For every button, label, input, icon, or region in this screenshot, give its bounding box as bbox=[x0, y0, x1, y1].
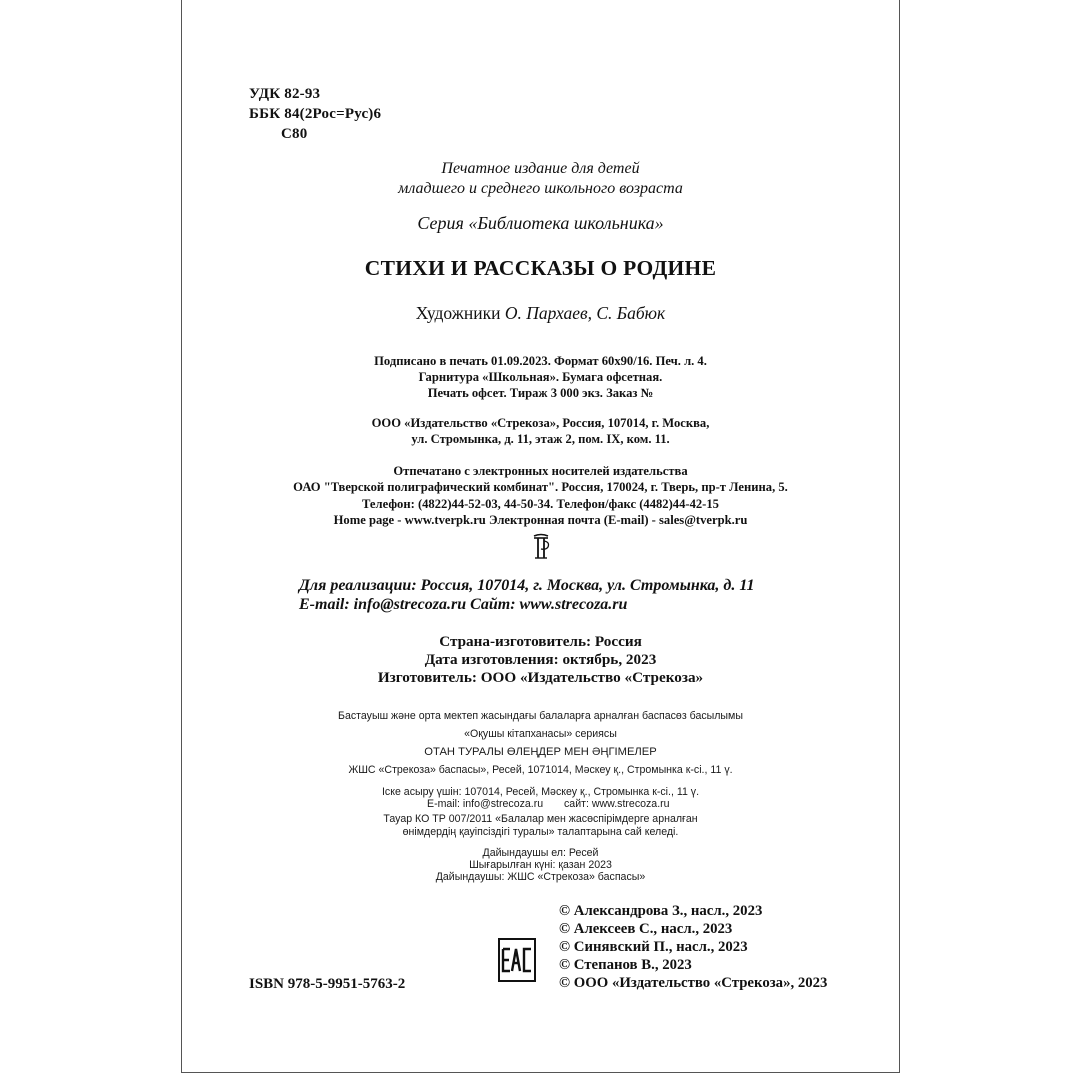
author-mark: С80 bbox=[281, 126, 308, 142]
publisher-line-1: ООО «Издательство «Стрекоза», Россия, 107014, г. Москва, bbox=[371, 416, 710, 430]
udk-code: УДК 82-93 bbox=[249, 86, 321, 102]
kazakh-line-4: ЖШС «Стрекоза» баспасы», Ресей, 1071014, Мәскеу қ., Стромынка к-сі., 11 ү. bbox=[348, 764, 733, 776]
copyright-line-3: © Синявский П., насл., 2023 bbox=[559, 939, 748, 955]
distribution-address: Для реализации: Россия, 107014, г. Москва, ул. Стромынка, д. 11 bbox=[299, 577, 755, 594]
printer-line-3: Телефон: (4822)44-52-03, 44-50-34. Телефон/факс (4482)44-42-15 bbox=[362, 497, 719, 511]
manufacture-country: Страна-изготовитель: Россия bbox=[439, 633, 642, 650]
book-imprint-page bbox=[181, 0, 900, 1073]
isbn: ISBN 978-5-9951-5763-2 bbox=[249, 976, 406, 992]
kazakh-email: E-mail: info@strecoza.ru bbox=[427, 798, 544, 810]
kazakh-line-9: Дайындаушы ел: Ресей bbox=[482, 847, 599, 859]
eac-mark-icon bbox=[498, 938, 536, 982]
copyright-line-5: © ООО «Издательство «Стрекоза», 2023 bbox=[559, 975, 828, 991]
manufacture-date: Дата изготовления: октябрь, 2023 bbox=[424, 651, 657, 668]
kazakh-line-3: ОТАН ТУРАЛЫ ӨЛЕҢДЕР МЕН ӘҢГІМЕЛЕР bbox=[424, 746, 657, 758]
illustrators bbox=[182, 303, 899, 324]
copyright-line-4: © Степанов В., 2023 bbox=[559, 957, 692, 973]
subtitle-line-1: Печатное издание для детей bbox=[441, 160, 640, 177]
book-title: СТИХИ И РАССКАЗЫ О РОДИНЕ bbox=[364, 256, 717, 280]
series-name: Серия «Библиотека школьника» bbox=[417, 213, 664, 233]
tverpk-monogram-icon bbox=[531, 532, 551, 562]
copyright-line-1: © Александрова З., насл., 2023 bbox=[559, 903, 763, 919]
subtitle-line-2: младшего и среднего школьного возраста bbox=[398, 180, 683, 197]
illustrators-names: О. Пархаев, С. Бабюк bbox=[504, 303, 666, 323]
printer-line-2: ОАО "Тверской полиграфический комбинат". Россия, 170024, г. Тверь, пр-т Ленина, 5. bbox=[293, 480, 788, 494]
kazakh-line-7: Тауар КО ТР 007/2011 «Балалар мен жасөспірімдерге арналған bbox=[383, 813, 698, 825]
bbk-code: ББК 84(2Рос=Рус)6 bbox=[249, 106, 382, 122]
print-info-line-1: Подписано в печать 01.09.2023. Формат 60х90/16. Печ. л. 4. bbox=[374, 354, 707, 368]
kazakh-site: сайт: www.strecoza.ru bbox=[564, 798, 670, 810]
illustrators-label: Художники bbox=[415, 303, 505, 323]
copyright-line-2: © Алексеев С., насл., 2023 bbox=[559, 921, 733, 937]
kazakh-line-11: Дайындаушы: ЖШС «Стрекоза» баспасы» bbox=[435, 871, 646, 883]
publisher-line-2: ул. Стромынка, д. 11, этаж 2, пом. IX, ком. 11. bbox=[411, 432, 670, 446]
kazakh-line-1: Бастауыш және орта мектеп жасындағы балаларға арналған баспасөз басылымы bbox=[338, 710, 743, 722]
kazakh-line-2: «Оқушы кітапханасы» сериясы bbox=[464, 728, 617, 740]
printer-line-4: Home page - www.tverpk.ru Электронная почта (E-mail) - sales@tverpk.ru bbox=[333, 513, 748, 527]
print-info-line-2: Гарнитура «Школьная». Бумага офсетная. bbox=[418, 370, 663, 384]
printer-line-1: Отпечатано с электронных носителей издательства bbox=[393, 464, 688, 478]
kazakh-line-5: Іске асыру үшін: 107014, Ресей, Мәскеу қ., Стромынка к-сі., 11 ү. bbox=[381, 786, 700, 798]
distribution-contacts: E-mail: info@strecoza.ru Сайт: www.strecoza.ru bbox=[299, 596, 628, 613]
kazakh-line-10: Шығарылған күні: қазан 2023 bbox=[469, 859, 612, 871]
print-info-line-3: Печать офсет. Тираж 3 000 экз. Заказ № bbox=[427, 386, 654, 400]
kazakh-line-8: өнімдердің қауіпсіздігі туралы» талаптарына сай келеді. bbox=[402, 826, 679, 838]
manufacturer: Изготовитель: ООО «Издательство «Стрекоза» bbox=[377, 669, 704, 686]
